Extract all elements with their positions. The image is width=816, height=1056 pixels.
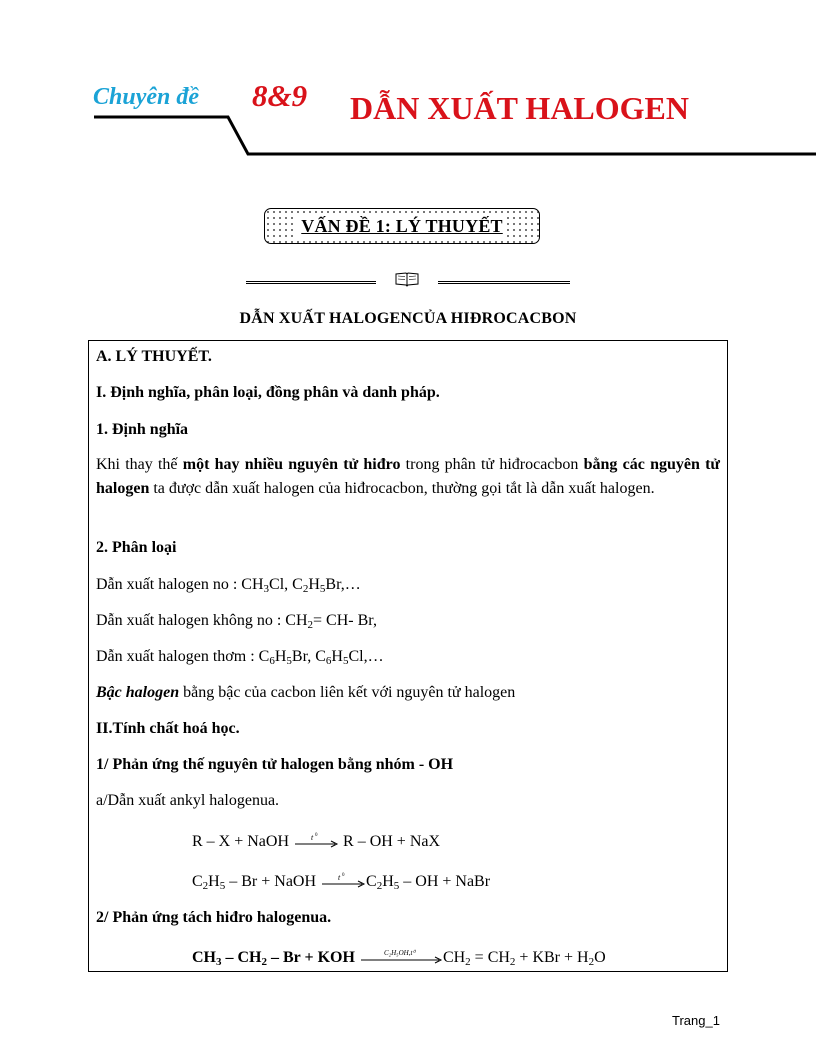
page-title: DẪN XUẤT HALOGEN <box>350 90 689 126</box>
part-a-heading: A. LÝ THUYẾT. <box>96 348 212 365</box>
halogen-degree-term: Bậc halogen <box>96 684 180 701</box>
svg-text:0: 0 <box>342 873 345 879</box>
def-bold-1: một hay nhiều nguyên tử hiđro <box>182 456 401 473</box>
section-badge-label: VẤN ĐỀ 1: LÝ THUYẾT <box>297 216 507 237</box>
eq1-products: R – OH + NaX <box>343 833 441 850</box>
eq2-condition: t <box>338 873 341 883</box>
classification-unsaturated: Dẫn xuất halogen không no : $CH_2= CH-$ Br, <box>96 612 377 631</box>
def-text-3: ta được dẫn xuất halogen của hiđrocacbon, thường gọi tắt là dẫn xuất halogen. <box>149 480 655 497</box>
part-i-heading: I. Định nghĩa, phân loại, đồng phân và danh pháp. <box>96 384 440 401</box>
definition-paragraph <box>96 453 720 501</box>
chuyen-de-label: Chuyên đề <box>93 84 200 110</box>
reaction1-subheading: a/Dẫn xuất ankyl halogenua. <box>96 792 280 809</box>
halogen-degree <box>96 681 515 704</box>
reaction2-heading: 2/ Phản ứng tách hiđro halogenua. <box>96 909 332 926</box>
svg-text:0: 0 <box>315 833 318 839</box>
def-text-1: Khi thay thế <box>96 456 183 473</box>
classification-saturated: Dẫn xuất halogen no : $CH_3Cl$, $C_2H_5Br,\dots$ <box>96 576 361 595</box>
section-badge <box>264 208 540 244</box>
reaction-arrow <box>359 947 443 969</box>
book-icon <box>394 271 420 287</box>
def-bold-2: bằng các nguyên tử halogen <box>96 456 721 497</box>
halogen-degree-text: bằng bậc của cacbon liên kết với nguyên tử halogen <box>179 684 516 701</box>
classification-heading: 2. Phân loại <box>96 539 177 556</box>
eq1-reactants: R – X + NaOH <box>192 833 290 850</box>
equation-3: $CH_3 - CH_2$ – Br + KOH C₂H₅OH,t⁰ $CH_2 = CH_2$ + KBr + $H_2O$ <box>192 949 606 968</box>
reaction-arrow <box>320 871 366 893</box>
def-text-2: trong phân tử hiđrocacbon <box>400 456 584 473</box>
eq1-condition: t <box>311 833 314 843</box>
reaction1-heading: 1/ Phản ứng thế nguyên tử halogen bằng nhóm - OH <box>96 756 454 773</box>
chapter-number: 8&9 <box>252 78 308 113</box>
definition-heading: 1. Định nghĩa <box>96 421 189 438</box>
divider-right <box>438 281 570 284</box>
reaction-arrow <box>293 831 339 853</box>
eq3-condition: C₂H₅OH,t⁰ <box>383 949 416 958</box>
classification-aromatic: Dẫn xuất halogen thơm : $C_6H_5Br$, $C_6H_5Cl,\dots$ <box>96 648 384 667</box>
equation-1 <box>192 830 440 853</box>
header-rule <box>0 0 816 170</box>
chemical-properties-heading: II.Tính chất hoá học. <box>96 720 240 737</box>
section-heading: DẪN XUẤT HALOGENCỦA HIĐROCACBON <box>239 310 577 327</box>
equation-2: $C_2H_5$ – Br + NaOH t 0 $C_2H_5$ – OH + NaBr <box>192 873 491 892</box>
page-number: Trang_1 <box>672 1013 720 1028</box>
divider-left <box>246 281 376 284</box>
